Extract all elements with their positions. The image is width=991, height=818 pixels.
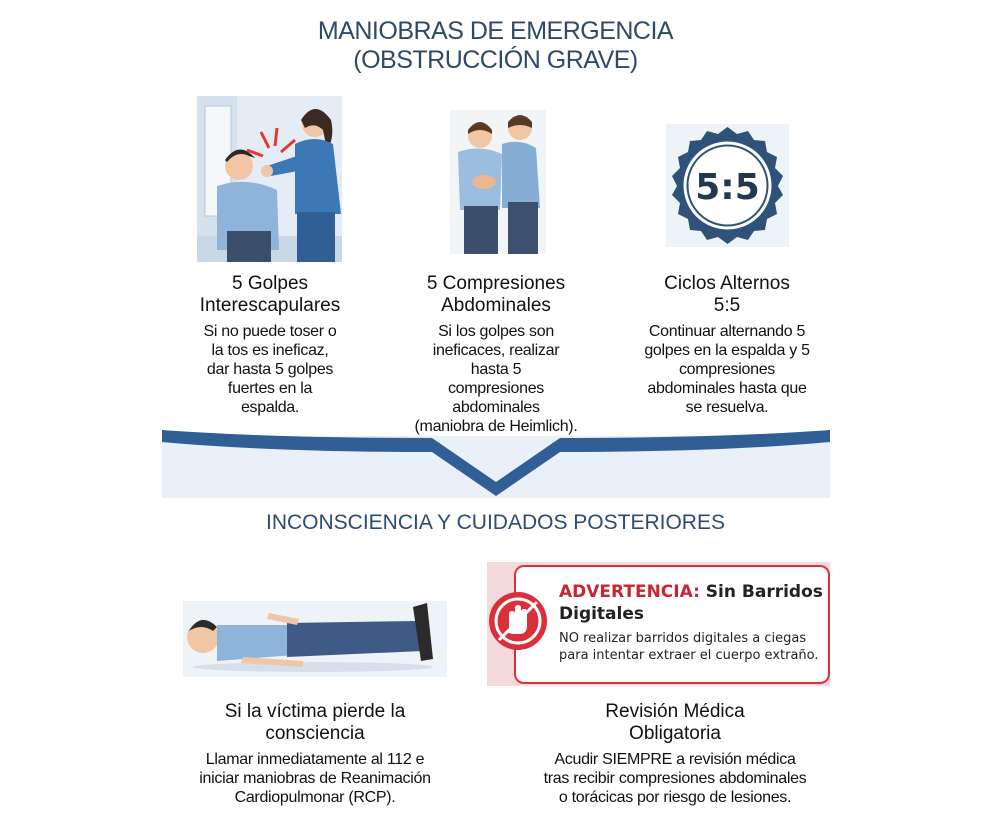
abdominal-thrusts-illustration — [450, 110, 546, 254]
step-3-description: Continuar alternando 5 golpes en la espalda y 5 compresiones abdominales hasta que se resuelva. — [644, 323, 810, 416]
section-divider-chevron — [162, 428, 830, 498]
unconscious-title: Si la víctima pierde la consciencia — [224, 701, 406, 744]
warning-title-line2: Digitales — [559, 604, 645, 624]
cycle-badge-text: 5:5 — [695, 167, 760, 208]
page-subtitle: (OBSTRUCCIÓN GRAVE) — [353, 46, 638, 74]
step-3-title: Ciclos Alternos 5:5 — [664, 273, 790, 316]
step-1-description: Si no puede toser o la tos es ineficaz, dar hasta 5 golpes fuertes en la espalda. — [203, 323, 337, 416]
step-2-title: 5 Compresiones Abdominales — [426, 273, 566, 316]
warning-body: NO realizar barridos digitales a ciegas para intentar extraer el cuerpo extraño. — [559, 631, 819, 663]
cycle-badge-illustration — [666, 124, 789, 247]
back-blows-illustration — [197, 96, 342, 262]
medical-review-description: Acudir SIEMPRE a revisión médica tras recibir compresiones abdominales o torácicas por riesgo de lesiones. — [543, 751, 807, 806]
page-title: MANIOBRAS DE EMERGENCIA — [317, 17, 674, 45]
warning-card — [487, 562, 830, 686]
unconscious-description: Llamar inmediatamente al 112 e iniciar maniobras de Reanimación Cardiopulmonar (RCP). — [199, 751, 431, 806]
stop-hand-icon — [487, 590, 549, 652]
section-title: INCONSCIENCIA Y CUIDADOS POSTERIORES — [266, 511, 725, 534]
unconscious-person-illustration — [183, 601, 447, 677]
warning-title: ADVERTENCIA: Sin Barridos — [559, 582, 823, 602]
medical-review-title: Revisión Médica Obligatoria — [605, 701, 745, 744]
warning-label: ADVERTENCIA: — [559, 582, 700, 602]
step-2-description: Si los golpes son ineficaces, realizar hasta 5 compresiones abdominales (maniobra de Heimlich). — [414, 323, 578, 435]
step-1-title: 5 Golpes Interescapulares — [199, 273, 341, 316]
